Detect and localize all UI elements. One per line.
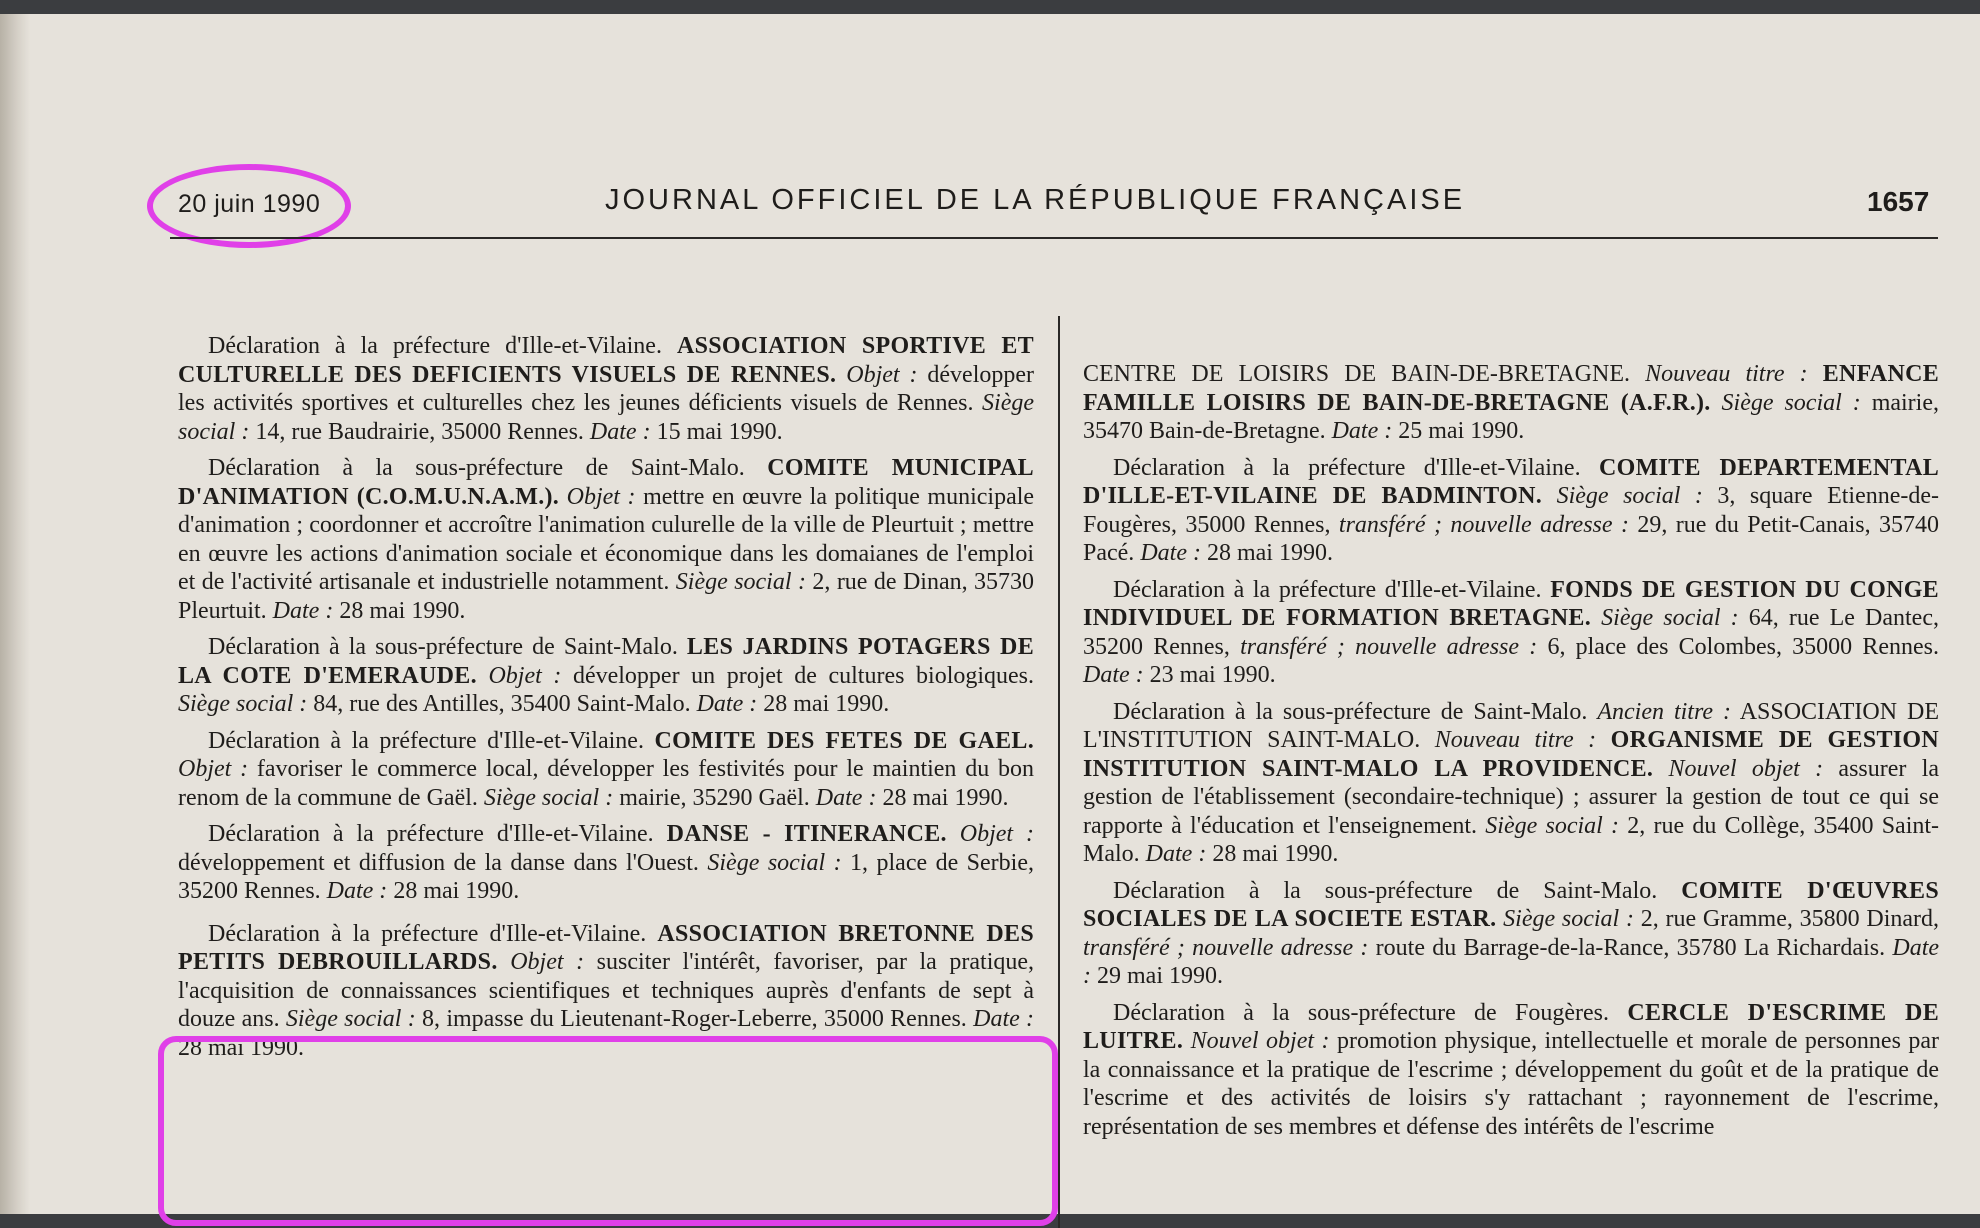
objet-label: Objet : [178, 756, 249, 782]
association-name: ENFANCE FAMILLE LOISIRS DE BAIN-DE-BRETAGNE (A.F.R.). [1083, 361, 1940, 416]
siege-text: 8, impasse du Lieutenant-Roger-Leberre, 35000 Rennes. [422, 1006, 967, 1032]
new-address: 29, rue du Petit-Canais, 35740 Pacé. [1083, 511, 1940, 566]
siege-label: Siège social : [1485, 812, 1620, 839]
entry-lead: Déclaration à la préfecture d'Ille-et-Vilaine. [208, 333, 662, 359]
date-text: 15 mai 1990. [656, 418, 783, 445]
date-text: 28 mai 1990. [393, 878, 520, 904]
page-number: 1657 [1867, 186, 1930, 217]
entry-lead: Déclaration à la préfecture d'Ille-et-Vilaine. [208, 920, 647, 947]
siege-text: 2, rue du Collège, 35400 Saint-Malo. [1083, 812, 1940, 867]
association-name: ASSOCIATION SPORTIVE ET CULTURELLE DES DEFICIENTS VISUELS DE RENNES. [178, 333, 1034, 388]
association-name: FONDS DE GESTION DU CONGE INDIVIDUEL DE FORMATION BRETAGNE. [1083, 576, 1939, 631]
objet-text: mettre en œuvre la politique municipale d'animation ; coordonner et accroître l'animation culurelle de la ville de Pleurtuit ; mettre en œuvre les actions d'animation sociale et économique dans les domaianes de l'emploi et de l'activité artisanale et industrielle notamment. [178, 483, 1035, 595]
date-label: Date : [1140, 540, 1201, 566]
date-label: Date : [326, 878, 388, 904]
entry-cercle-escrime [1083, 999, 1939, 1142]
column-rule [1058, 316, 1060, 1228]
association-name: ASSOCIATION BRETONNE DES PETITS DEBROUILLARDS. [178, 920, 1034, 975]
association-name: CERCLE D'ESCRIME DE LUITRE. [1083, 999, 1939, 1054]
entry-lead: Déclaration à la sous-préfecture de Saint-Malo. [208, 455, 745, 481]
association-name: DANSE - ITINERANCE. [666, 821, 947, 847]
right-column [1083, 360, 1939, 1149]
entry-highlight-box [158, 1036, 1058, 1226]
siege-label: Siège social : [1556, 483, 1703, 509]
header-rule [170, 237, 1938, 239]
entry-lead: Déclaration à la préfecture d'Ille-et-Vilaine. [208, 821, 654, 847]
siege-label: Siège social : [675, 569, 806, 595]
siege-label: Siège social : [1601, 605, 1739, 631]
transfere-label: transféré ; nouvelle adresse : [1338, 511, 1629, 538]
association-name: ORGANISME DE GESTION INSTITUTION SAINT-MALO LA PROVIDENCE. [1083, 727, 1940, 782]
date-text: 28 mai 1990. [339, 597, 466, 624]
date-label: Date : [1083, 662, 1144, 688]
objet-label: Objet : [510, 949, 585, 975]
objet-text: assurer la gestion de l'établissement (secondaire-technique) ; assurer la gestion de tout ce qui se rapporte à l'éducation et l'enseignement. [1083, 755, 1940, 839]
siege-text: 14, rue Baudrairie, 35000 Rennes. [255, 418, 584, 445]
entry-centre-loisirs [1083, 360, 1939, 446]
continuation-text: CENTRE DE LOISIRS DE BAIN-DE-BRETAGNE. [1083, 361, 1630, 387]
objet-text: promotion physique, intellectuelle et morale de personnes par la connaissance et la pratique de l'escrime ; développement du goût et de la pratique de l'escrime et des activités de loisirs s'y rattachant ; rayonnement de l'escrime, représentation de ses membres et défense des intérêts de l'escrime [1083, 1028, 1940, 1140]
entry-lead: Déclaration à la préfecture d'Ille-et-Vilaine. [1113, 454, 1581, 481]
entry-lead: Déclaration à la sous-préfecture de Fougères. [1113, 999, 1609, 1026]
objet-text: développer un projet de cultures biologiques. [572, 662, 1035, 689]
objet-text: susciter l'intérêt, favoriser, par la pratique, l'acquisition de connaissances scientifiques et techniques auprès d'enfants de sept à douze ans. [178, 949, 1035, 1032]
newspaper-page [0, 14, 1980, 1214]
entry-lead: Déclaration à la sous-préfecture de Saint-Malo. [1113, 698, 1588, 725]
ancien-titre-label: Ancien titre : [1597, 698, 1732, 725]
date-label: Date : [589, 418, 651, 445]
siege-text: 2, rue de Dinan, 35730 Pleurtuit. [178, 569, 1035, 624]
objet-label: Objet : [959, 821, 1034, 847]
objet-label: Objet : [488, 662, 562, 689]
siege-text: mairie, 35290 Gaël. [619, 784, 810, 811]
entry-fonds-gestion [1083, 576, 1939, 690]
entry-badminton [1083, 454, 1939, 568]
date-text: 28 mai 1990. [882, 784, 1009, 811]
date-text: 28 mai 1990. [1212, 841, 1339, 867]
objet-label: Objet : [566, 483, 636, 510]
objet-text: développer les activités sportives et culturelles chez les jeunes déficients visuels de Rennes. [178, 361, 1035, 416]
entry-estar [1083, 877, 1939, 991]
association-name: COMITE D'ŒUVRES SOCIALES DE LA SOCIETE ESTAR. [1083, 877, 1939, 932]
siege-label: Siège social : [178, 691, 308, 717]
date-label: Date : [1331, 418, 1393, 444]
nouveau-titre-label: Nouveau titre : [1645, 361, 1808, 387]
siege-text: 1, place de Serbie, 35200 Rennes. [178, 849, 1034, 904]
objet-text: favoriser le commerce local, développer les festivités pour le maintien du bon renom de la commune de Gaël. [178, 756, 1035, 811]
siege-label: Siège social : [178, 390, 1035, 445]
objet-label: Nouvel objet : [1190, 1028, 1330, 1054]
date-text: 25 mai 1990. [1398, 418, 1525, 444]
date-label: Date : [1083, 934, 1940, 989]
left-column [178, 332, 1034, 1070]
siege-label: Siège social : [483, 784, 614, 811]
new-address: route du Barrage-de-la-Rance, 35780 La Richardais. [1375, 934, 1886, 961]
association-name: LES JARDINS POTAGERS DE LA COTE D'EMERAUDE. [178, 634, 1034, 689]
header-title: JOURNAL OFFICIEL DE LA RÉPUBLIQUE FRANÇAISE [605, 184, 1466, 216]
siege-label: Siège social : [707, 849, 842, 876]
entry-fetes-gael [178, 727, 1034, 813]
siege-text: 84, rue des Antilles, 35400 Saint-Malo. [313, 691, 691, 717]
entry-la-providence [1083, 698, 1939, 869]
association-name: COMITE MUNICIPAL D'ANIMATION (C.O.M.U.N.A.M.). [178, 455, 1034, 510]
date-text: 23 mai 1990. [1149, 662, 1276, 688]
date-text: 28 mai 1990. [763, 691, 890, 717]
siege-label: Siège social : [1721, 389, 1861, 416]
entry-lead: Déclaration à la préfecture d'Ille-et-Vilaine. [208, 727, 644, 754]
entry-jardins-potagers [178, 633, 1034, 719]
siege-label: Siège social : [1503, 906, 1634, 932]
objet-label: Objet : [846, 361, 918, 388]
date-highlight-circle [147, 164, 351, 248]
date-text: 28 mai 1990. [178, 1034, 304, 1061]
date-label: Date : [1145, 841, 1207, 867]
entry-lead: Déclaration à la sous-préfecture de Saint-Malo. [208, 634, 678, 660]
entry-comunam [178, 454, 1034, 625]
entry-deficients-visuels [178, 332, 1034, 446]
siege-text: 64, rue Le Dantec, 35200 Rennes, [1083, 605, 1939, 660]
nouveau-titre-label: Nouveau titre : [1434, 727, 1597, 753]
objet-text: développement et diffusion de la danse dans l'Ouest. [178, 849, 699, 876]
ancien-titre: ASSOCIATION DE L'INSTITUTION SAINT-MALO. [1083, 698, 1940, 753]
association-name: COMITE DEPARTEMENTAL D'ILLE-ET-VILAINE DE BADMINTON. [1083, 454, 1940, 509]
siege-text: 2, rue Gramme, 35800 Dinard, [1640, 906, 1940, 932]
siege-text: mairie, 35470 Bain-de-Bretagne. [1083, 389, 1939, 444]
transfere-label: transféré ; nouvelle adresse : [1240, 633, 1538, 660]
transfere-label: transféré ; nouvelle adresse : [1083, 934, 1369, 961]
header-date: 20 juin 1990 [178, 190, 321, 218]
entry-lead: Déclaration à la préfecture d'Ille-et-Vilaine. [1113, 576, 1542, 603]
entry-lead: Déclaration à la sous-préfecture de Saint-Malo. [1113, 877, 1658, 904]
date-label: Date : [815, 784, 877, 811]
date-label: Date : [272, 597, 334, 624]
date-text: 28 mai 1990. [1206, 540, 1333, 566]
association-name: COMITE DES FETES DE GAEL. [654, 727, 1035, 754]
entry-danse-itinerance [178, 820, 1034, 906]
date-label: Date : [973, 1006, 1035, 1032]
new-address: 6, place des Colombes, 35000 Rennes. [1547, 633, 1940, 660]
date-text: 29 mai 1990. [1097, 963, 1223, 989]
date-label: Date : [696, 691, 758, 717]
objet-label: Nouvel objet : [1668, 755, 1824, 782]
siege-label: Siège social : [285, 1006, 416, 1032]
siege-text: 3, square Etienne-de-Fougères, 35000 Rennes, [1083, 483, 1940, 538]
